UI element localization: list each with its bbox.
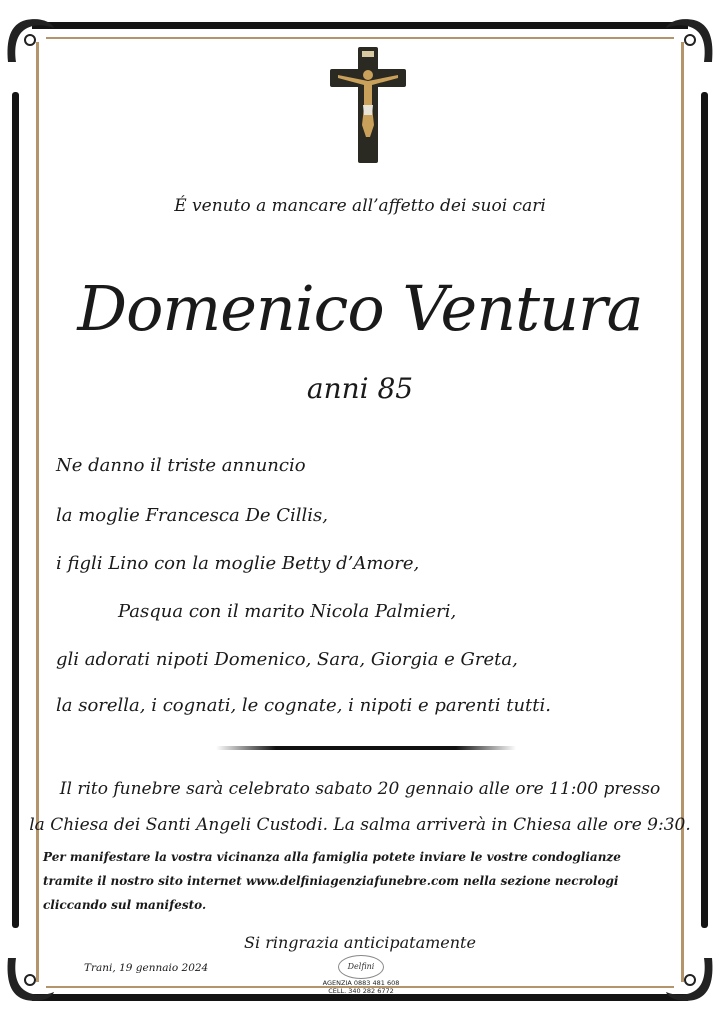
condolence-notice-line: cliccando sul manifesto. bbox=[43, 898, 207, 912]
agency-logo-mark: Delfini bbox=[338, 955, 384, 979]
condolence-notice-line: tramite il nostro sito internet www.delfiniagenziafunebre.com nella sezione necrologi bbox=[43, 874, 619, 888]
gold-border-top bbox=[46, 37, 674, 39]
frame-left-bar bbox=[12, 92, 19, 928]
deceased-age: anni 85 bbox=[306, 372, 414, 405]
announcement-line: la sorella, i cognati, le cognate, i nipoti e parenti tutti. bbox=[56, 695, 551, 716]
funeral-info-line: la Chiesa dei Santi Angeli Custodi. La salma arriverà in Chiesa alle ore 9:30. bbox=[29, 815, 691, 835]
frame-right-bar bbox=[701, 92, 708, 928]
place-date: Trani, 19 gennaio 2024 bbox=[84, 962, 209, 974]
corner-ornament-icon bbox=[660, 950, 720, 1010]
intro-text: É venuto a mancare all’affetto dei suoi cari bbox=[174, 196, 546, 216]
announcement-line: i figli Lino con la moglie Betty d’Amore, bbox=[56, 553, 420, 574]
condolence-notice-line: Per manifestare la vostra vicinanza alla famiglia potete inviare le vostre condoglianze bbox=[43, 850, 621, 864]
funeral-info-line: Il rito funebre sarà celebrato sabato 20 gennaio alle ore 11:00 presso bbox=[59, 779, 661, 799]
announcement-line: Pasqua con il marito Nicola Palmieri, bbox=[118, 601, 457, 622]
announcement-line: gli adorati nipoti Domenico, Sara, Giorgia e Greta, bbox=[56, 649, 518, 670]
agency-cell: CELL. 340 282 6772 bbox=[328, 987, 394, 995]
deceased-name: Domenico Ventura bbox=[77, 272, 643, 345]
corner-ornament-icon bbox=[0, 950, 60, 1010]
frame-top-bar bbox=[32, 22, 688, 29]
announcement-line: Ne danno il triste annuncio bbox=[56, 455, 306, 476]
divider-line bbox=[216, 746, 516, 750]
crucifix-icon bbox=[328, 45, 408, 165]
announcement-line: la moglie Francesca De Cillis, bbox=[56, 505, 329, 526]
thanks-text: Si ringrazia anticipatamente bbox=[244, 933, 476, 952]
gold-border-right bbox=[681, 42, 684, 982]
agency-phone: AGENZIA 0883 481 608 bbox=[322, 979, 400, 987]
corner-ornament-icon bbox=[0, 10, 60, 70]
gold-border-left bbox=[36, 42, 39, 982]
corner-ornament-icon bbox=[660, 10, 720, 70]
agency-logo bbox=[318, 955, 404, 1015]
